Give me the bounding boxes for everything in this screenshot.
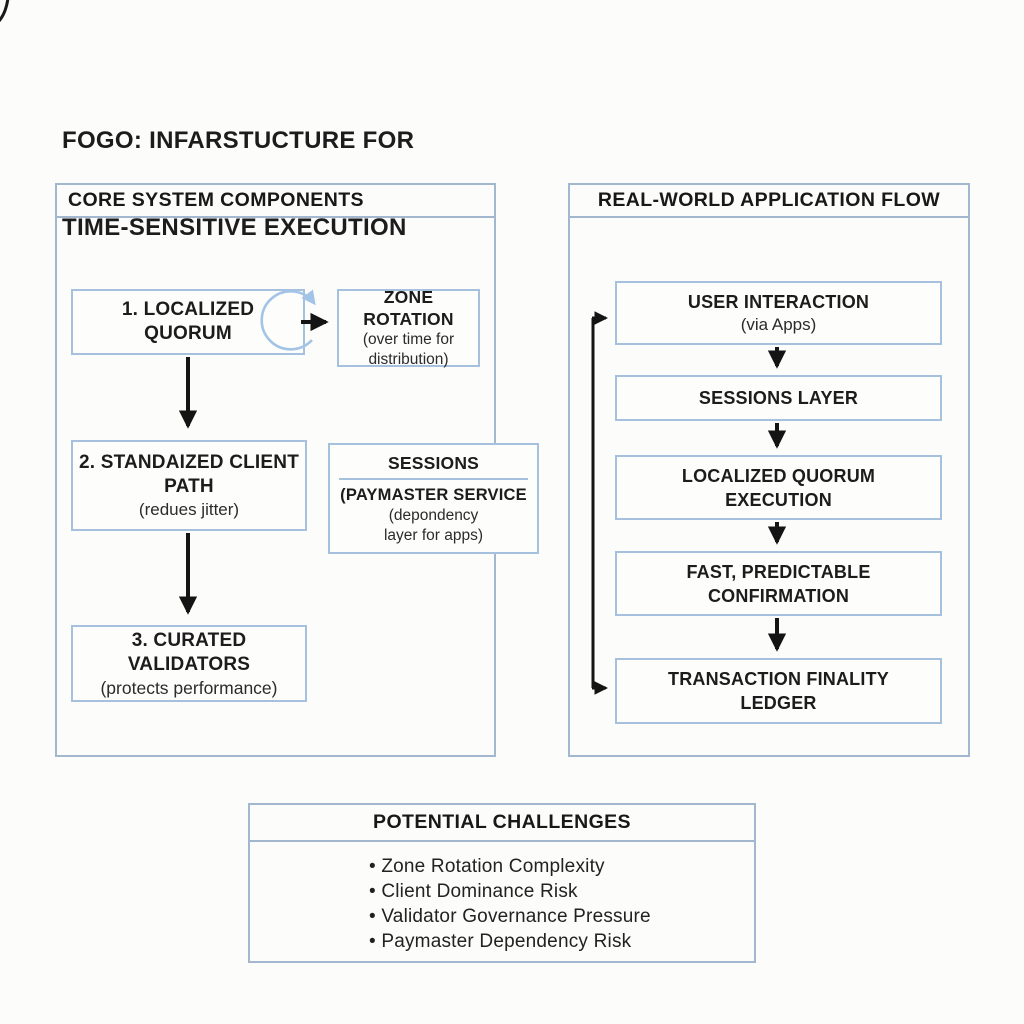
challenge-item: • Zone Rotation Complexity [369, 854, 754, 879]
step-quorum-execution-line-2: EXECUTION [725, 489, 832, 510]
localized-quorum-line-1: 1. LOCALIZED [121, 299, 255, 320]
step-ledger-line-1: TRANSACTION FINALITY [668, 669, 889, 689]
curated-validators-line-1: 3. CURATED VALIDATORS [127, 629, 251, 675]
zone-rotation-title: ZONE ROTATION [363, 287, 454, 329]
core-system-components-header: CORE SYSTEM COMPONENTS [57, 185, 494, 218]
corner-mark [0, 0, 8, 21]
sessions-sub-bold: (PAYMASTER SERVICE [340, 485, 527, 504]
application-flow-header: REAL-WORLD APPLICATION FLOW [570, 185, 968, 218]
step-fast-confirmation-box [615, 551, 942, 616]
step-fast-confirmation-line-1: FAST, PREDICTABLE [686, 561, 871, 582]
zone-rotation-sub-1: (over time for [362, 331, 455, 348]
page-title-line-1: FOGO: INFARSTUCTURE FOR [62, 127, 415, 154]
step-ledger-line-2: LEDGER [740, 693, 817, 713]
challenge-item: • Paymaster Dependency Risk [369, 929, 754, 954]
step-sessions-layer-box [615, 375, 942, 421]
client-path-line-2: PATH [164, 475, 214, 497]
challenge-item: • Validator Governance Pressure [369, 904, 754, 929]
localized-quorum-line-2: QUORUM [144, 323, 232, 344]
standardized-client-path-box [71, 440, 307, 531]
sessions-divider [339, 478, 528, 480]
step-transaction-finality-ledger-box [615, 658, 942, 724]
step-sessions-layer-line-1: SESSIONS LAYER [698, 388, 859, 408]
zone-rotation-box [337, 289, 480, 367]
potential-challenges-header: POTENTIAL CHALLENGES [250, 805, 754, 842]
potential-challenges-panel [248, 803, 756, 963]
localized-quorum-box [71, 289, 305, 355]
potential-challenges-list [250, 842, 754, 954]
step-localized-quorum-execution-box [615, 455, 942, 520]
step-user-interaction-line-2: (via Apps) [740, 315, 817, 334]
sessions-sub-2: layer for apps) [383, 526, 484, 544]
sessions-title: SESSIONS [387, 452, 480, 473]
sessions-box [328, 443, 539, 554]
step-fast-confirmation-line-2: CONFIRMATION [707, 585, 850, 606]
sessions-sub-1: (depondency [388, 506, 479, 524]
curated-validators-box [71, 625, 307, 702]
step-quorum-execution-line-1: LOCALIZED QUORUM [681, 465, 876, 486]
client-path-sub: (redues jitter) [138, 499, 240, 519]
step-user-interaction-box [615, 281, 942, 345]
curated-validators-sub: (protects performance) [100, 677, 278, 698]
page-title-line-2: TIME-SENSITIVE EXECUTION [62, 214, 407, 241]
challenge-item: • Client Dominance Risk [369, 879, 754, 904]
step-user-interaction-line-1: USER INTERACTION [687, 292, 870, 312]
zone-rotation-sub-2: distribution) [368, 351, 449, 368]
client-path-line-1: 2. STANDAIZED CLIENT [78, 451, 300, 473]
